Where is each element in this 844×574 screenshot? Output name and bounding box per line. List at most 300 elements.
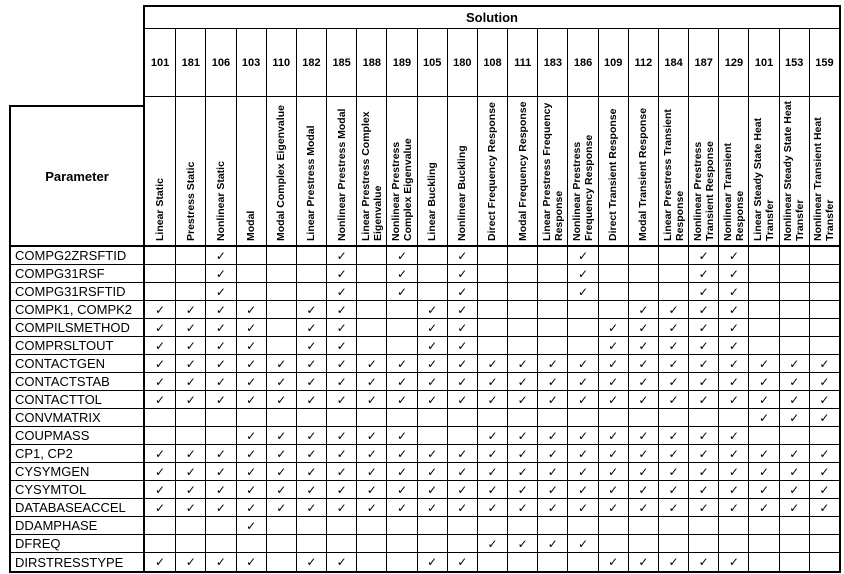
empty-cell (658, 535, 688, 552)
checkmark: ✓ (718, 391, 748, 408)
checkmark: ✓ (628, 463, 658, 480)
checkmark: ✓ (567, 427, 597, 444)
checkmark: ✓ (326, 463, 356, 480)
solution-numbers-row (145, 29, 839, 97)
checkmark: ✓ (205, 319, 235, 336)
empty-cell (748, 553, 778, 571)
checkmark: ✓ (477, 373, 507, 390)
checkmark: ✓ (356, 391, 386, 408)
solution-label-text: Direct Frequency Response (486, 102, 499, 241)
empty-cell (748, 247, 778, 264)
solution-label-text: Linear Prestress Complex Eigenvalue (359, 111, 384, 241)
checkmark: ✓ (266, 373, 296, 390)
checkmark: ✓ (567, 373, 597, 390)
checkmark: ✓ (809, 463, 839, 480)
checkmark: ✓ (155, 320, 166, 335)
solution-number-14: 186 (567, 29, 597, 96)
empty-cell (507, 517, 537, 534)
checkmark: ✓ (748, 445, 778, 462)
checkmark: ✓ (658, 337, 688, 354)
checkmark: ✓ (175, 463, 205, 480)
empty-cell (356, 517, 386, 534)
checkmark: ✓ (205, 463, 235, 480)
checkmark: ✓ (417, 337, 447, 354)
empty-cell (718, 535, 748, 552)
empty-cell (779, 247, 809, 264)
checkmark: ✓ (356, 427, 386, 444)
checkmark: ✓ (809, 373, 839, 390)
empty-cell (145, 517, 175, 534)
checkmark: ✓ (688, 355, 718, 372)
empty-cell (658, 283, 688, 300)
checkmark: ✓ (779, 463, 809, 480)
checkmark: ✓ (537, 463, 567, 480)
checkmark: ✓ (537, 391, 567, 408)
empty-cell (236, 535, 266, 552)
checkmark: ✓ (326, 391, 356, 408)
empty-cell (356, 247, 386, 264)
solution-label-text: Linear Prestress Transient Response (661, 109, 686, 241)
empty-cell (386, 535, 416, 552)
checkmark: ✓ (447, 391, 477, 408)
checkmark: ✓ (628, 553, 658, 571)
empty-cell (205, 535, 235, 552)
checkmark: ✓ (175, 355, 205, 372)
solution-number-22: 159 (809, 29, 839, 96)
checkmark: ✓ (296, 337, 326, 354)
solution-number-12: 111 (507, 29, 537, 96)
checkmark: ✓ (567, 283, 597, 300)
checkmark: ✓ (598, 355, 628, 372)
solution-label-text: Prestress Static (184, 161, 197, 241)
checkmark: ✓ (296, 427, 326, 444)
table-row-16 (145, 535, 839, 553)
checkmark: ✓ (718, 355, 748, 372)
empty-cell (809, 427, 839, 444)
solution-label-text: Nonlinear Prestress Frequency Response (571, 134, 595, 241)
empty-cell (628, 409, 658, 426)
empty-cell (598, 517, 628, 534)
checkmark: ✓ (779, 355, 809, 372)
checkmark: ✓ (718, 427, 748, 444)
checkmark: ✓ (628, 301, 658, 318)
empty-cell (628, 535, 658, 552)
empty-cell (567, 337, 597, 354)
checkmark: ✓ (477, 355, 507, 372)
empty-cell (386, 337, 416, 354)
checkmark: ✓ (236, 517, 266, 534)
solution-number-4: 110 (266, 29, 296, 96)
checkmark: ✓ (175, 553, 205, 571)
empty-cell (537, 517, 567, 534)
solution-label-text: Nonlinear Prestress Modal (335, 108, 348, 241)
solution-label-text: Linear Buckling (426, 162, 439, 241)
checkmark: ✓ (718, 553, 748, 571)
empty-cell (537, 409, 567, 426)
checkmark: ✓ (205, 373, 235, 390)
checkmark: ✓ (386, 247, 416, 264)
solution-label-2 (205, 97, 235, 245)
solution-number-5: 182 (296, 29, 326, 96)
checkmark: ✓ (417, 499, 447, 516)
empty-cell (477, 247, 507, 264)
parameter-name-13: CYSYMTOL (11, 481, 143, 499)
empty-cell (567, 517, 597, 534)
table-row-10 (145, 427, 839, 445)
parameter-name-list (11, 247, 143, 571)
empty-cell (507, 265, 537, 282)
empty-cell (809, 283, 839, 300)
checkmark: ✓ (417, 319, 447, 336)
empty-cell (537, 553, 567, 571)
checkmark: ✓ (236, 301, 266, 318)
empty-cell (567, 553, 597, 571)
parameter-name-10: COUPMASS (11, 427, 143, 445)
solution-label-17 (658, 97, 688, 245)
empty-cell (477, 517, 507, 534)
checkmark: ✓ (326, 499, 356, 516)
checkmark: ✓ (326, 247, 356, 264)
checkmark: ✓ (748, 463, 778, 480)
checkmark: ✓ (236, 391, 266, 408)
empty-cell (748, 319, 778, 336)
empty-cell (417, 535, 447, 552)
checkmark: ✓ (688, 337, 718, 354)
checkmark: ✓ (718, 481, 748, 498)
empty-cell (507, 337, 537, 354)
checkmark: ✓ (205, 337, 235, 354)
empty-cell (809, 301, 839, 318)
checkmark: ✓ (598, 499, 628, 516)
checkmark: ✓ (205, 391, 235, 408)
checkmark: ✓ (507, 499, 537, 516)
checkmark: ✓ (155, 446, 166, 461)
checkmark: ✓ (175, 319, 205, 336)
empty-cell (145, 247, 175, 264)
solution-label-12 (507, 97, 537, 245)
solution-label-text: Nonlinear Transient Response (721, 142, 746, 241)
empty-cell (447, 535, 477, 552)
checkmark: ✓ (748, 355, 778, 372)
empty-cell (628, 247, 658, 264)
checkmark: ✓ (386, 499, 416, 516)
checkmark: ✓ (658, 499, 688, 516)
checkmark: ✓ (326, 427, 356, 444)
checkmark: ✓ (718, 247, 748, 264)
solution-number-16: 112 (628, 29, 658, 96)
solution-label-text: Direct Transient Response (607, 108, 620, 241)
checkmark: ✓ (688, 283, 718, 300)
checkmark: ✓ (417, 463, 447, 480)
checkmark: ✓ (236, 445, 266, 462)
checkmark: ✓ (598, 553, 628, 571)
checkmark: ✓ (356, 445, 386, 462)
empty-cell (809, 517, 839, 534)
parameter-header (11, 107, 143, 247)
checkmark: ✓ (567, 355, 597, 372)
checkmark: ✓ (507, 535, 537, 552)
solution-label-6 (326, 97, 356, 245)
empty-cell (236, 283, 266, 300)
checkmark: ✓ (748, 481, 778, 498)
solution-number-10: 180 (447, 29, 477, 96)
empty-cell (236, 247, 266, 264)
solution-label-text: Nonlinear Prestress Transient Response (691, 141, 716, 241)
checkmark: ✓ (477, 463, 507, 480)
checkmark: ✓ (447, 373, 477, 390)
checkmark: ✓ (477, 499, 507, 516)
checkmark: ✓ (205, 265, 235, 282)
empty-cell (598, 535, 628, 552)
checkmark: ✓ (266, 355, 296, 372)
empty-cell (417, 247, 447, 264)
empty-cell (748, 337, 778, 354)
solution-label-21 (779, 97, 809, 245)
empty-cell (386, 517, 416, 534)
empty-cell (477, 319, 507, 336)
checkmark: ✓ (718, 463, 748, 480)
empty-cell (809, 553, 839, 571)
solution-label-16 (628, 97, 658, 245)
solution-label-text: Linear Steady State Heat Transfer (752, 117, 777, 241)
empty-cell (537, 319, 567, 336)
checkmark: ✓ (598, 427, 628, 444)
checkmark: ✓ (296, 553, 326, 571)
checkmark: ✓ (507, 391, 537, 408)
empty-cell (417, 283, 447, 300)
solution-label-9 (417, 97, 447, 245)
checkmark: ✓ (658, 319, 688, 336)
empty-cell (356, 337, 386, 354)
empty-cell (447, 409, 477, 426)
checkmark: ✓ (628, 445, 658, 462)
solution-header-label: Solution (466, 10, 518, 25)
parameter-name-9: CONVMATRIX (11, 409, 143, 427)
checkmark: ✓ (447, 445, 477, 462)
checkmark: ✓ (175, 499, 205, 516)
empty-cell (266, 517, 296, 534)
empty-cell (417, 409, 447, 426)
empty-cell (779, 265, 809, 282)
checkmark: ✓ (779, 409, 809, 426)
empty-cell (779, 283, 809, 300)
checkmark: ✓ (779, 499, 809, 516)
table-row-1 (145, 265, 839, 283)
parameter-name-0: COMPG2ZRSFTID (11, 247, 143, 265)
checkmark: ✓ (779, 373, 809, 390)
empty-cell (266, 337, 296, 354)
checkmark: ✓ (748, 499, 778, 516)
empty-cell (477, 265, 507, 282)
checkmark: ✓ (567, 481, 597, 498)
table-row-5 (145, 337, 839, 355)
table-row-11 (145, 445, 839, 463)
empty-cell (779, 517, 809, 534)
checkmark: ✓ (598, 463, 628, 480)
empty-cell (175, 427, 205, 444)
solution-label-text: Nonlinear Buckling (456, 145, 469, 241)
solution-number-6: 185 (326, 29, 356, 96)
checkmark: ✓ (688, 445, 718, 462)
checkmark: ✓ (236, 373, 266, 390)
checkmark: ✓ (447, 553, 477, 571)
checkmark: ✓ (155, 392, 166, 407)
solution-label-18 (688, 97, 718, 245)
empty-cell (205, 427, 235, 444)
checkmark: ✓ (658, 481, 688, 498)
empty-cell (417, 427, 447, 444)
empty-cell (145, 535, 175, 552)
empty-cell (688, 535, 718, 552)
empty-cell (296, 409, 326, 426)
checkmark: ✓ (779, 445, 809, 462)
empty-cell (266, 283, 296, 300)
empty-cell (537, 337, 567, 354)
checkmark: ✓ (688, 319, 718, 336)
table-row-3 (145, 301, 839, 319)
checkmark: ✓ (417, 355, 447, 372)
checkmark: ✓ (718, 319, 748, 336)
solution-number-20: 101 (748, 29, 778, 96)
empty-cell (507, 247, 537, 264)
solution-label-text: Nonlinear Prestress Complex Eigenvalue (389, 138, 414, 241)
checkmark: ✓ (447, 499, 477, 516)
checkmark: ✓ (447, 247, 477, 264)
solution-number-15: 109 (598, 29, 628, 96)
checkmark: ✓ (326, 283, 356, 300)
checkmark: ✓ (386, 481, 416, 498)
empty-cell (598, 247, 628, 264)
empty-cell (326, 409, 356, 426)
checkmark: ✓ (386, 283, 416, 300)
table-row-17 (145, 553, 839, 571)
checkmark: ✓ (155, 302, 166, 317)
table-row-12 (145, 463, 839, 481)
empty-cell (809, 247, 839, 264)
checkmark: ✓ (718, 265, 748, 282)
checkmark: ✓ (567, 499, 597, 516)
checkmark: ✓ (205, 445, 235, 462)
checkmark: ✓ (236, 319, 266, 336)
checkmark: ✓ (175, 373, 205, 390)
empty-cell (296, 517, 326, 534)
table-row-9 (145, 409, 839, 427)
checkmark: ✓ (266, 391, 296, 408)
checkmark: ✓ (356, 373, 386, 390)
solution-number-11: 108 (477, 29, 507, 96)
checkmark: ✓ (417, 391, 447, 408)
checkmark: ✓ (658, 391, 688, 408)
checkmark: ✓ (628, 499, 658, 516)
empty-cell (175, 409, 205, 426)
checkmark: ✓ (688, 481, 718, 498)
parameter-name-3: COMPK1, COMPK2 (11, 301, 143, 319)
checkmark: ✓ (417, 301, 447, 318)
solution-number-21: 153 (779, 29, 809, 96)
empty-cell (507, 319, 537, 336)
checkmark: ✓ (537, 373, 567, 390)
empty-cell (748, 517, 778, 534)
checkmark: ✓ (809, 355, 839, 372)
checkmark: ✓ (477, 535, 507, 552)
empty-cell (537, 247, 567, 264)
checkmark: ✓ (809, 409, 839, 426)
empty-cell (598, 409, 628, 426)
checkmark: ✓ (477, 427, 507, 444)
solution-label-text: Modal Complex Eigenvalue (275, 105, 288, 241)
checkmark: ✓ (567, 535, 597, 552)
table-row-7 (145, 373, 839, 391)
checkmark: ✓ (155, 500, 166, 515)
checkmark: ✓ (205, 499, 235, 516)
empty-cell (567, 301, 597, 318)
checkmark: ✓ (417, 445, 447, 462)
checkmark: ✓ (628, 481, 658, 498)
empty-cell (386, 319, 416, 336)
checkmark: ✓ (628, 427, 658, 444)
checkmark: ✓ (628, 319, 658, 336)
empty-cell (718, 409, 748, 426)
empty-cell (809, 535, 839, 552)
checkmark: ✓ (386, 463, 416, 480)
empty-cell (477, 553, 507, 571)
solution-number-7: 188 (356, 29, 386, 96)
empty-cell (266, 247, 296, 264)
parameter-name-1: COMPG31RSF (11, 265, 143, 283)
checkmark: ✓ (447, 301, 477, 318)
checkmark: ✓ (658, 445, 688, 462)
checkmark: ✓ (688, 373, 718, 390)
empty-cell (809, 265, 839, 282)
checkmark: ✓ (266, 427, 296, 444)
checkmark: ✓ (567, 391, 597, 408)
solution-label-text: Linear Prestress Frequency Response (540, 102, 565, 241)
solution-number-2: 106 (205, 29, 235, 96)
checkmark: ✓ (688, 553, 718, 571)
checkmark: ✓ (326, 265, 356, 282)
checkmark: ✓ (386, 373, 416, 390)
checkmark: ✓ (598, 337, 628, 354)
empty-cell (296, 283, 326, 300)
empty-cell (748, 535, 778, 552)
checkmark: ✓ (447, 481, 477, 498)
checkmark: ✓ (386, 355, 416, 372)
checkmark: ✓ (447, 319, 477, 336)
empty-cell (779, 535, 809, 552)
parameter-name-8: CONTACTTOL (11, 391, 143, 409)
checkmark: ✓ (447, 355, 477, 372)
checkmark: ✓ (537, 427, 567, 444)
empty-cell (628, 517, 658, 534)
checkmark: ✓ (296, 445, 326, 462)
checkmark: ✓ (658, 355, 688, 372)
empty-cell (447, 517, 477, 534)
parameter-name-11: CP1, CP2 (11, 445, 143, 463)
checkmark: ✓ (356, 463, 386, 480)
empty-cell (296, 265, 326, 282)
table-row-8 (145, 391, 839, 409)
empty-cell (809, 319, 839, 336)
checkmark: ✓ (718, 337, 748, 354)
empty-cell (507, 553, 537, 571)
checkmark: ✓ (507, 463, 537, 480)
checkmark: ✓ (779, 481, 809, 498)
empty-cell (356, 319, 386, 336)
parameter-name-14: DATABASEACCEL (11, 499, 143, 517)
table-row-2 (145, 283, 839, 301)
solution-label-text: Nonlinear Static (214, 161, 227, 241)
empty-cell (356, 409, 386, 426)
